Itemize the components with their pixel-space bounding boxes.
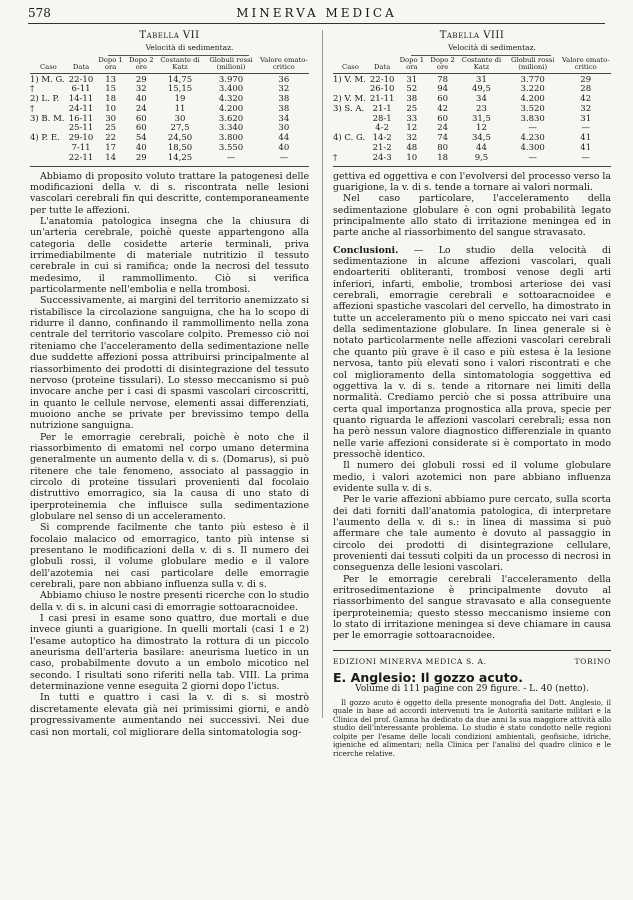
table-cell: 22-10 <box>369 74 395 85</box>
table-cell: 29 <box>135 74 147 85</box>
table-cell: 42 <box>580 94 592 105</box>
table-cell: 17 <box>105 143 117 154</box>
ad-rule <box>333 650 611 651</box>
table-cell: 32 <box>580 103 592 114</box>
table-cell: 38 <box>406 94 418 105</box>
conclusions-body <box>333 460 611 642</box>
table-cell: 3.520 <box>520 103 545 114</box>
body-paragraph: Abbiamo chiuso le nostre presenti ricerche con lo studio della v. di s. in alcuni casi di emorragie sottoaracnoidee. <box>30 590 309 613</box>
body-paragraph: In tutti e quattro i casi la v. di s. si mostrò discretamente elevata già nei primissimi giorni, e andò progressivamente aumentando nei successivi. Nei due casi non mortali, col migliorare della sintomatologia sog- <box>30 692 309 738</box>
table-cell: 40 <box>278 143 290 154</box>
table-cell: 12 <box>406 123 418 134</box>
body-paragraph: Nel caso particolare, l'acceleramento della sedimentazione globulare è con ogni probabilità legato principalmente allo stato di irritazione meningea ed in parte anche al riassorbimento del sangue stravasato. <box>333 193 611 239</box>
table-cell: 18,50 <box>167 143 193 154</box>
body-paragraph: Si comprende facilmente che tanto più esteso è il focolaio malacico od emorragico, tanto più intense si presentano le modificazioni della v. di s. Il numero dei globuli rossi, il volume globulare medio e il valore dell'azotemia nei casi particolare delle emorragie cerebrali, pare non abbiano influenza sulla v. di s. <box>30 522 309 591</box>
table-cell: 24 <box>135 103 147 114</box>
table-cell: 1) V. M. <box>333 74 366 85</box>
table-cell: 40 <box>135 143 147 154</box>
table-cell: 10 <box>406 152 418 163</box>
table-cell: 30 <box>278 123 290 134</box>
table-cell: 14,75 <box>167 74 193 85</box>
table-cell: 31 <box>406 74 418 85</box>
table7-col-header: Data <box>72 63 90 72</box>
table-cell: 60 <box>135 123 147 134</box>
table8-col-header: Data <box>374 63 391 72</box>
table-cell: 22 <box>105 133 117 144</box>
table-cell: 18 <box>105 94 117 105</box>
ad-publisher: EDIZIONI MINERVA MEDICA S. A. <box>333 656 487 666</box>
table-cell: 3) S. A. <box>333 103 365 114</box>
table-cell: 34 <box>476 94 487 105</box>
table-cell: 49,5 <box>471 84 491 95</box>
table-cell: 3.800 <box>218 133 244 144</box>
table-cell: 25 <box>105 123 117 134</box>
table-cell: 44 <box>476 143 487 154</box>
table-cell: 23 <box>476 103 487 114</box>
table-cell: 11 <box>174 103 186 114</box>
table-cell <box>30 154 67 164</box>
table-cell: 13 <box>105 74 117 85</box>
table8-col-header: Dopo 1 ora <box>399 55 425 72</box>
table-cell: 15 <box>105 84 117 95</box>
table7-end-rule <box>30 166 309 167</box>
table-cell: 52 <box>406 84 418 95</box>
table-cell: 1) M. G. <box>30 74 65 85</box>
right-column <box>333 28 611 758</box>
table-cell: 2) V. M. <box>333 94 366 105</box>
table-cell: 14 <box>105 152 117 163</box>
table-cell: 21-2 <box>372 143 392 154</box>
conclusions-text: — Lo studio della velocità di sedimentazione in alcune affezioni vascolari, quali endoarteriti obliteranti, trombosi venose degli arti inferiori, infarti, embolie, trombosi arteriose dei vasi cerebrali, emorragie cerebrali e sottoaracnoidee e affezioni spastiche vascolari del cervello, ha dimostrato in tutte un acceleramento più o meno spiccato nei vari casi della sedimentazione globulare. In linea generale si è notato particolarmente nelle affezioni vascolari cerebrali che quanto più grave è il caso e più estesa è la lesione nervosa, tanto più elevati sono i valori riscontrati e che col miglioramento della sintomatologia soggettiva ed oggettiva la v. di s. tende a ritornare nei limiti della normalità. Crediamo perciò che si possa attribuire una certa qual importanza prognostica alla prova, specie per quanto riguarda le affezioni vascolari cerebrali; essa non ha però nessun valore diagnostico differenziale in quanto nelle varie affezioni considerate si è comportato in modo pressochè identico. <box>333 244 611 460</box>
table8 <box>333 57 611 164</box>
table-cell: 28-1 <box>372 113 392 124</box>
table-cell: 7-11 <box>71 143 91 154</box>
right-body-text <box>333 171 611 239</box>
table-cell: 34,5 <box>471 133 491 144</box>
table-cell: 3.770 <box>520 74 545 85</box>
table-cell: 21-11 <box>369 94 395 105</box>
table-cell: 80 <box>437 143 449 154</box>
table-cell: 33 <box>406 113 418 124</box>
table7-col-header: Globuli rossi (milioni) <box>209 55 253 72</box>
table-cell: 38 <box>278 103 290 114</box>
table-cell: 3.620 <box>218 113 244 124</box>
header-rule <box>28 23 605 24</box>
table-cell: 9,5 <box>474 152 489 163</box>
table-cell: 78 <box>437 74 449 85</box>
table-cell: — <box>226 152 236 163</box>
table-cell: † <box>30 103 35 114</box>
table7-group-header: Velocità di sedimentaz. <box>145 43 234 53</box>
table-cell: 29 <box>580 74 592 85</box>
table-cell: 29 <box>135 152 147 163</box>
table-cell <box>333 144 368 154</box>
ad-city: TORINO <box>574 656 611 666</box>
table-cell: 32 <box>135 84 147 95</box>
table-cell: 36 <box>278 74 290 85</box>
ad-book-title: E. Anglesio: Il gozzo acuto. <box>333 670 523 686</box>
table-cell: 44 <box>278 133 290 144</box>
table-cell: 15,15 <box>167 84 193 95</box>
table-cell: 26-10 <box>369 84 395 95</box>
page-number: 578 <box>28 6 51 20</box>
journal-title: MINERVA MEDICA <box>236 6 397 20</box>
table-cell: 74 <box>437 133 449 144</box>
table-cell: 24-11 <box>68 103 94 114</box>
body-paragraph: L'anatomia patologica insegna che la chiusura di un'arteria cerebrale, poichè queste appartengono alla categoria delle cosidette arterie terminali, priva irrimediabilmente di materiale nutritizio il tessuto cerebrale in cui si ramifica; onde la necrosi del tessuto medesimo, il rammollimento. Ciò si verifica particolarmente nell'embolia e nella trombosi. <box>30 216 309 296</box>
table-cell <box>30 144 67 154</box>
table-cell: 14,25 <box>167 152 193 163</box>
table-cell: 3.340 <box>218 123 244 134</box>
table-cell: 60 <box>135 113 147 124</box>
table-cell: 3.400 <box>218 84 244 95</box>
table-cell: 18 <box>437 152 449 163</box>
table7-col-header: Dopo 1 ora <box>98 55 123 72</box>
table-cell: 25-11 <box>68 123 94 134</box>
table-cell: 3.970 <box>218 74 244 85</box>
table-cell: † <box>333 152 338 163</box>
body-paragraph: Per le varie affezioni abbiamo pure cercato, sulla scorta dei dati forniti dall'anatomia patologica, di interpretare l'aumento della v. di s.: in linea di massima si può affermare che tale aumento è dovuto al passaggio in circolo dei prodotti di disintegrazione cellulare, provenienti dai tessuti colpiti da un processo di necrosi in conseguenza delle lesioni vascolari. <box>333 494 611 574</box>
table8-group-header: Velocità di sedimentaz. <box>448 43 536 53</box>
body-paragraph: Abbiamo di proposito voluto trattare la patogenesi delle modificazioni della v. di s. riscontrata nelle lesioni vascolari cerebrali fin qui descritte, contemporaneamente per tutte le affezioni. <box>30 170 309 216</box>
table-cell: 34 <box>278 113 290 124</box>
table-cell: 10 <box>105 103 117 114</box>
body-paragraph: Per le emorragie cerebrali l'acceleramento della eritrosedimentazione è principalmente dovuto al riassorbimento del sangue stravasato e alla conseguente iperproteinemia; questo stesso meccanismo insieme con lo stato di irritazione meningea si deve chiamare in causa per le emorragie sottoaracnoidee. <box>333 573 611 642</box>
table-cell: 4) P. E. <box>30 133 60 144</box>
table-cell: † <box>30 84 35 95</box>
table-cell: 14-11 <box>68 94 94 105</box>
table-cell: 54 <box>135 133 147 144</box>
table-cell: 3.830 <box>520 113 545 124</box>
table-cell: 48 <box>406 143 418 154</box>
table7-col-header: Dopo 2 ore <box>129 55 154 72</box>
table-cell: 4.200 <box>520 94 545 105</box>
table7 <box>30 57 309 164</box>
table-cell: — <box>528 123 537 134</box>
table-cell: 42 <box>437 103 449 114</box>
body-paragraph: I casi presi in esame sono quattro, due mortali e due invece giunti a guarigione. In quelli mortali (casi 1 e 2) l'esame autoptico ha dimostrato la rottura di un piccolo aneurisma dell'arteria basilare: aneurisma luetico in un caso, probabilmente dovuto a un embolo micotico nel secondo. I risultati sono riferiti nella tab. VIII. La prima determinazione venne eseguita 2 giorni dopo l'ictus. <box>30 613 309 693</box>
table-cell: — <box>581 152 590 163</box>
table-cell <box>333 115 368 125</box>
table-cell: 60 <box>437 113 449 124</box>
table-cell: 6-11 <box>71 84 91 95</box>
table-row <box>333 154 611 164</box>
table7-col-header: Costante di Katz <box>160 55 200 72</box>
table-cell: 32 <box>278 84 290 95</box>
table-cell: 24 <box>437 123 449 134</box>
table-cell: 21-1 <box>372 103 392 114</box>
table-cell: 31 <box>580 113 592 124</box>
table-cell: — <box>528 152 537 163</box>
table8-col-header: Caso <box>342 63 359 72</box>
body-paragraph: Successivamente, ai margini del territorio anemizzato si ristabilisce la circolazione sanguigna, che ha lo scopo di ridurre il danno, confinando il rammollimento nella zona centrale del territorio vascolare colpito. Premesso ciò noi riteniamo che l'acceleramento della sedimentazione nelle due suddette affezioni possa attribuirsi principalmente al riassorbimento dei prodotti di disintegrazione del tessuto nervoso (proteine tissulari). Lo stesso meccanismo si può invocare anche per i casi di spasmi vascolari circoscritti, in quanto le cellule nervose, elementi assai differenziati, muoiono anche se private per brevissimo tempo della nutrizione sanguigna. <box>30 295 309 432</box>
table-cell: 60 <box>437 94 449 105</box>
table-cell: 22-10 <box>68 74 94 85</box>
table7-title: Tabella VII <box>139 30 200 41</box>
body-paragraph: Il numero dei globuli rossi ed il volume globulare medio, i valori azotemici non pare abbiano influenza evidente sulla v. di s. <box>333 460 611 494</box>
table-cell: — <box>279 152 289 163</box>
conclusions-paragraph <box>333 245 611 461</box>
body-paragraph: gettiva ed oggettiva e con l'evolversi del processo verso la guarigione, la v. di s. tende a tornare ai valori normali. <box>333 170 611 194</box>
table8-end-rule <box>333 166 611 167</box>
table-cell: 32 <box>406 133 418 144</box>
table-cell: 4.200 <box>218 103 244 114</box>
table-cell: 27,5 <box>170 123 190 134</box>
table-row <box>30 154 309 164</box>
table-cell: 29-10 <box>68 133 94 144</box>
table-cell: 25 <box>406 103 418 114</box>
ad-description: Il gozzo acuto è oggetto della presente monografia del Dott. Anglesio, il quale in base ad accordi intervenuti tra le Autorità sanitarie militari e la Clinica del prof. Gamna ha dedicato da due anni la sua maggiore attività allo studio dell'interessante problema. Lo studio è stato condotto nelle regioni colpite per l'esame delle locali condizioni ambientali, geofisiche, idriche, igieniche ed alimentari; nella Clinica per l'analisi del quadro clinico e le ricerche relative. <box>333 697 611 758</box>
table-cell: 28 <box>580 84 592 95</box>
conclusions-label: Conclusioni. <box>333 244 399 256</box>
ad-publisher-line <box>333 656 611 667</box>
table8-col-header: Valore emato-critico <box>561 55 610 72</box>
table-cell: 19 <box>174 94 186 105</box>
table-cell: 31 <box>476 74 487 85</box>
table-cell: 24,50 <box>167 133 193 144</box>
table-cell: 16-11 <box>68 113 94 124</box>
table-cell: 38 <box>278 94 290 105</box>
table-cell: 24-3 <box>372 152 392 163</box>
ad-book-details: Volume di 111 pagine con 29 figure. - L. 40 (netto). <box>355 684 589 695</box>
table-cell: 41 <box>580 143 592 154</box>
table8-col-header: Dopo 2 ore <box>430 55 455 72</box>
table-cell: 14-2 <box>372 133 392 144</box>
table7-col-header: Valore emato-critico <box>259 55 308 72</box>
table-cell: — <box>581 123 590 134</box>
table-cell: 40 <box>135 94 147 105</box>
table-cell: 94 <box>437 84 449 95</box>
column-divider <box>322 30 323 718</box>
table-cell: 3.550 <box>218 143 244 154</box>
table-cell: 30 <box>174 113 186 124</box>
table-cell: 2) L. P. <box>30 94 60 105</box>
left-column <box>30 28 309 738</box>
table7-col-header: Caso <box>39 63 57 72</box>
body-paragraph: Per le emorragie cerebrali, poichè è noto che il riassorbimento di ematomi nel corpo umano determina generalmente un aumento della v. di s. (Domarus), si può ritenere che tale fenomeno, associato al passaggio in circolo di proteine tissulari provenienti dal focolaio distruttivo emorragico, sia la causa di uno stato di iperproteinemia che influisce sulla sedimentazione globulare nel senso di un acceleramento. <box>30 431 309 522</box>
table-cell: 3) B. M. <box>30 113 65 124</box>
table-cell: 12 <box>476 123 487 134</box>
table-cell: 30 <box>105 113 117 124</box>
running-header <box>28 6 605 22</box>
table-cell: 4-2 <box>375 123 389 134</box>
table8-title: Tabella VIII <box>439 30 505 41</box>
table-cell: 41 <box>580 133 592 144</box>
left-body-text <box>30 171 309 738</box>
table-cell: 31,5 <box>471 113 491 124</box>
table-cell: 3.220 <box>520 84 545 95</box>
table-cell: 22-11 <box>68 152 94 163</box>
table-cell: 4.230 <box>520 133 545 144</box>
table-cell: 4) C. G. <box>333 133 366 144</box>
table8-col-header: Costante di Katz <box>461 55 502 72</box>
table-cell: 4.300 <box>520 143 545 154</box>
table8-col-header: Globuli rossi (milioni) <box>510 55 555 72</box>
table-cell: 4.320 <box>218 94 244 105</box>
